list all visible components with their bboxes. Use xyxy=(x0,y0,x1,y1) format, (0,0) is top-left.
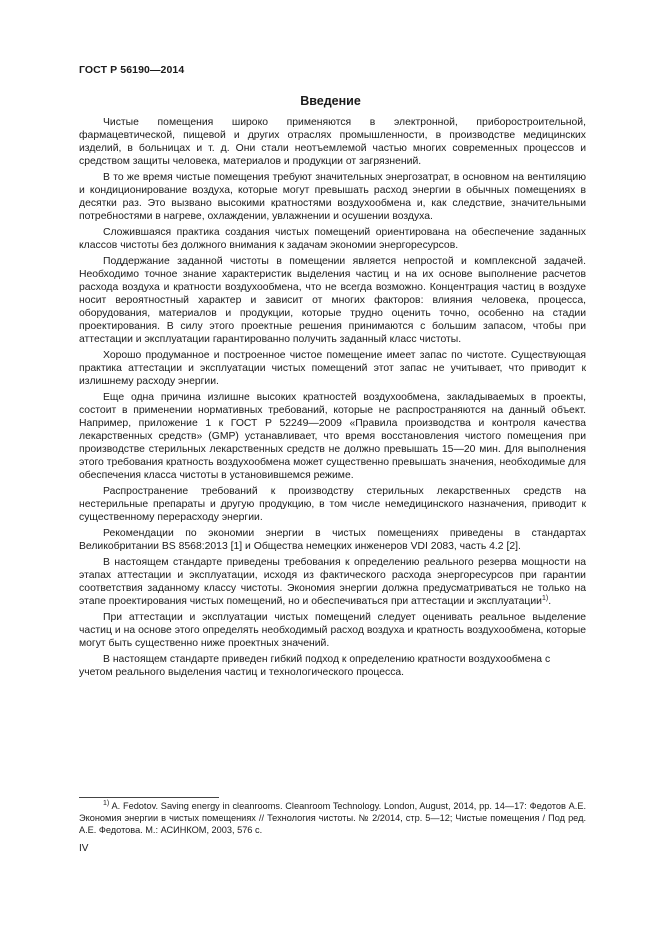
document-id-header: ГОСТ Р 56190—2014 xyxy=(79,64,185,76)
paragraph: Распространение требований к производству стерильных лекарственных средств на нестерильные препараты и другую продукцию, в том числе немедицинского назначения, приводит к существенному перерасходу энергии. xyxy=(79,486,586,523)
footnote xyxy=(79,800,586,836)
page-number: IV xyxy=(79,843,89,854)
paragraph: Чистые помещения широко применяются в электронной, приборостроительной, фармацевтической, пищевой и других отраслях промышленности, в производстве медицинских изделий, в больницах и т. д. Они стали неотъемлемой частью многих современных процессов и средством защиты человека, материалов и продукции от загрязнений. xyxy=(79,117,586,167)
paragraph-text: В настоящем стандарте приведены требования к определению реального резерва мощности на этапах аттестации и эксплуатации, исходя из фактического расхода энергоресурсов при гарантии соответствия заданному классу чистоты. Экономия энергии должна предусматриваться не только на этапе проектирования чистых помещений, но и обеспечиваться при аттестации и эксплуатации xyxy=(79,557,586,607)
footnote-divider xyxy=(79,797,219,798)
paragraph: Хорошо продуманное и построенное чистое помещение имеет запас по чистоте. Существующая практика аттестации и эксплуатации чистых помещений этот запас не учитывает, что приводит к излишнему расходу энергии. xyxy=(79,350,586,387)
footnote-marker: 1) xyxy=(103,800,110,807)
paragraph: Еще одна причина излишне высоких кратностей воздухообмена, закладываемых в проекты, состоит в применении нормативных требований, которые не распространяются на данный объект. Например, приложение 1 к ГОСТ Р 52249—2009 «Правила производства и контроля качества лекарственных средств» (GMP) устанавливает, что время восстановления чистого помещения при производстве стерильных лекарственных средств не должно превышать 15—20 мин. Для выполнения этого требования кратность воздухообмена может существенно превышать значения, необходимые для обеспечения класса чистоты в установившемся режиме. xyxy=(79,392,586,481)
paragraph: В то же время чистые помещения требуют значительных энергозатрат, в основном на вентиляцию и кондиционирование воздуха, которые могут превышать расход энергии в обычных помещениях в десятки раз. Это вызвано высокими кратностями воздухообмена и, как следствие, значительными потребностями в нагреве, охлаждении, увлажнении и осушении воздуха. xyxy=(79,172,586,222)
paragraph: Поддержание заданной чистоты в помещении является непростой и комплексной задачей. Необходимо точное знание характеристик выделения частиц и на их основе выполнение расчетов расхода воздуха и кратности воздухообмена, что не всегда возможно. Концентрация частиц в воздухе носит вероятностный характер и зависит от многих факторов: влияния человека, процесса, оборудования, материалов и продукции, которые трудно оценить точно, особенно на стадии проектирования. В силу этого проектные решения принимаются с большим запасом, чтобы при аттестации и эксплуатации гарантированно получить заданный класс чистоты. xyxy=(79,256,586,345)
paragraph-with-footnote xyxy=(79,556,586,608)
paragraph: В настоящем стандарте приведен гибкий подход к определению кратности воздухообмена с учетом реального выделения частиц и технологического процесса. xyxy=(79,654,551,678)
paragraph: Рекомендации по экономии энергии в чистых помещениях приведены в стандартах Великобритании BS 8568:2013 [1] и Общества немецких инженеров VDI 2083, часть 4.2 [2]. xyxy=(79,528,586,552)
paragraph-end: . xyxy=(548,596,552,607)
footnote-reference[interactable]: 1) xyxy=(542,595,549,602)
paragraph: Сложившаяся практика создания чистых помещений ориентирована на обеспечение заданных классов чистоты без должного внимания к задачам экономии энергоресурсов. xyxy=(79,227,586,251)
footnote-text: A. Fedotov. Saving energy in cleanrooms. Cleanroom Technology. London, August, 2014, pp. 14—17: Федотов А.Е. Экономия энергии в чистых помещениях // Технология чистоты. № 2/2014, стр. 5—12; Чистые помещения / Под ред. А.Е. Федотова. М.: АСИНКОМ, 2003, 576 с. xyxy=(79,801,587,835)
body-text xyxy=(79,116,586,682)
paragraph: При аттестации и эксплуатации чистых помещений следует оценивать реальное выделение частиц и на основе этого определять необходимый расход воздуха и кратность воздухообмена, которые могут быть существенно ниже проектных значений. xyxy=(79,612,586,649)
section-title: Введение xyxy=(300,94,361,108)
